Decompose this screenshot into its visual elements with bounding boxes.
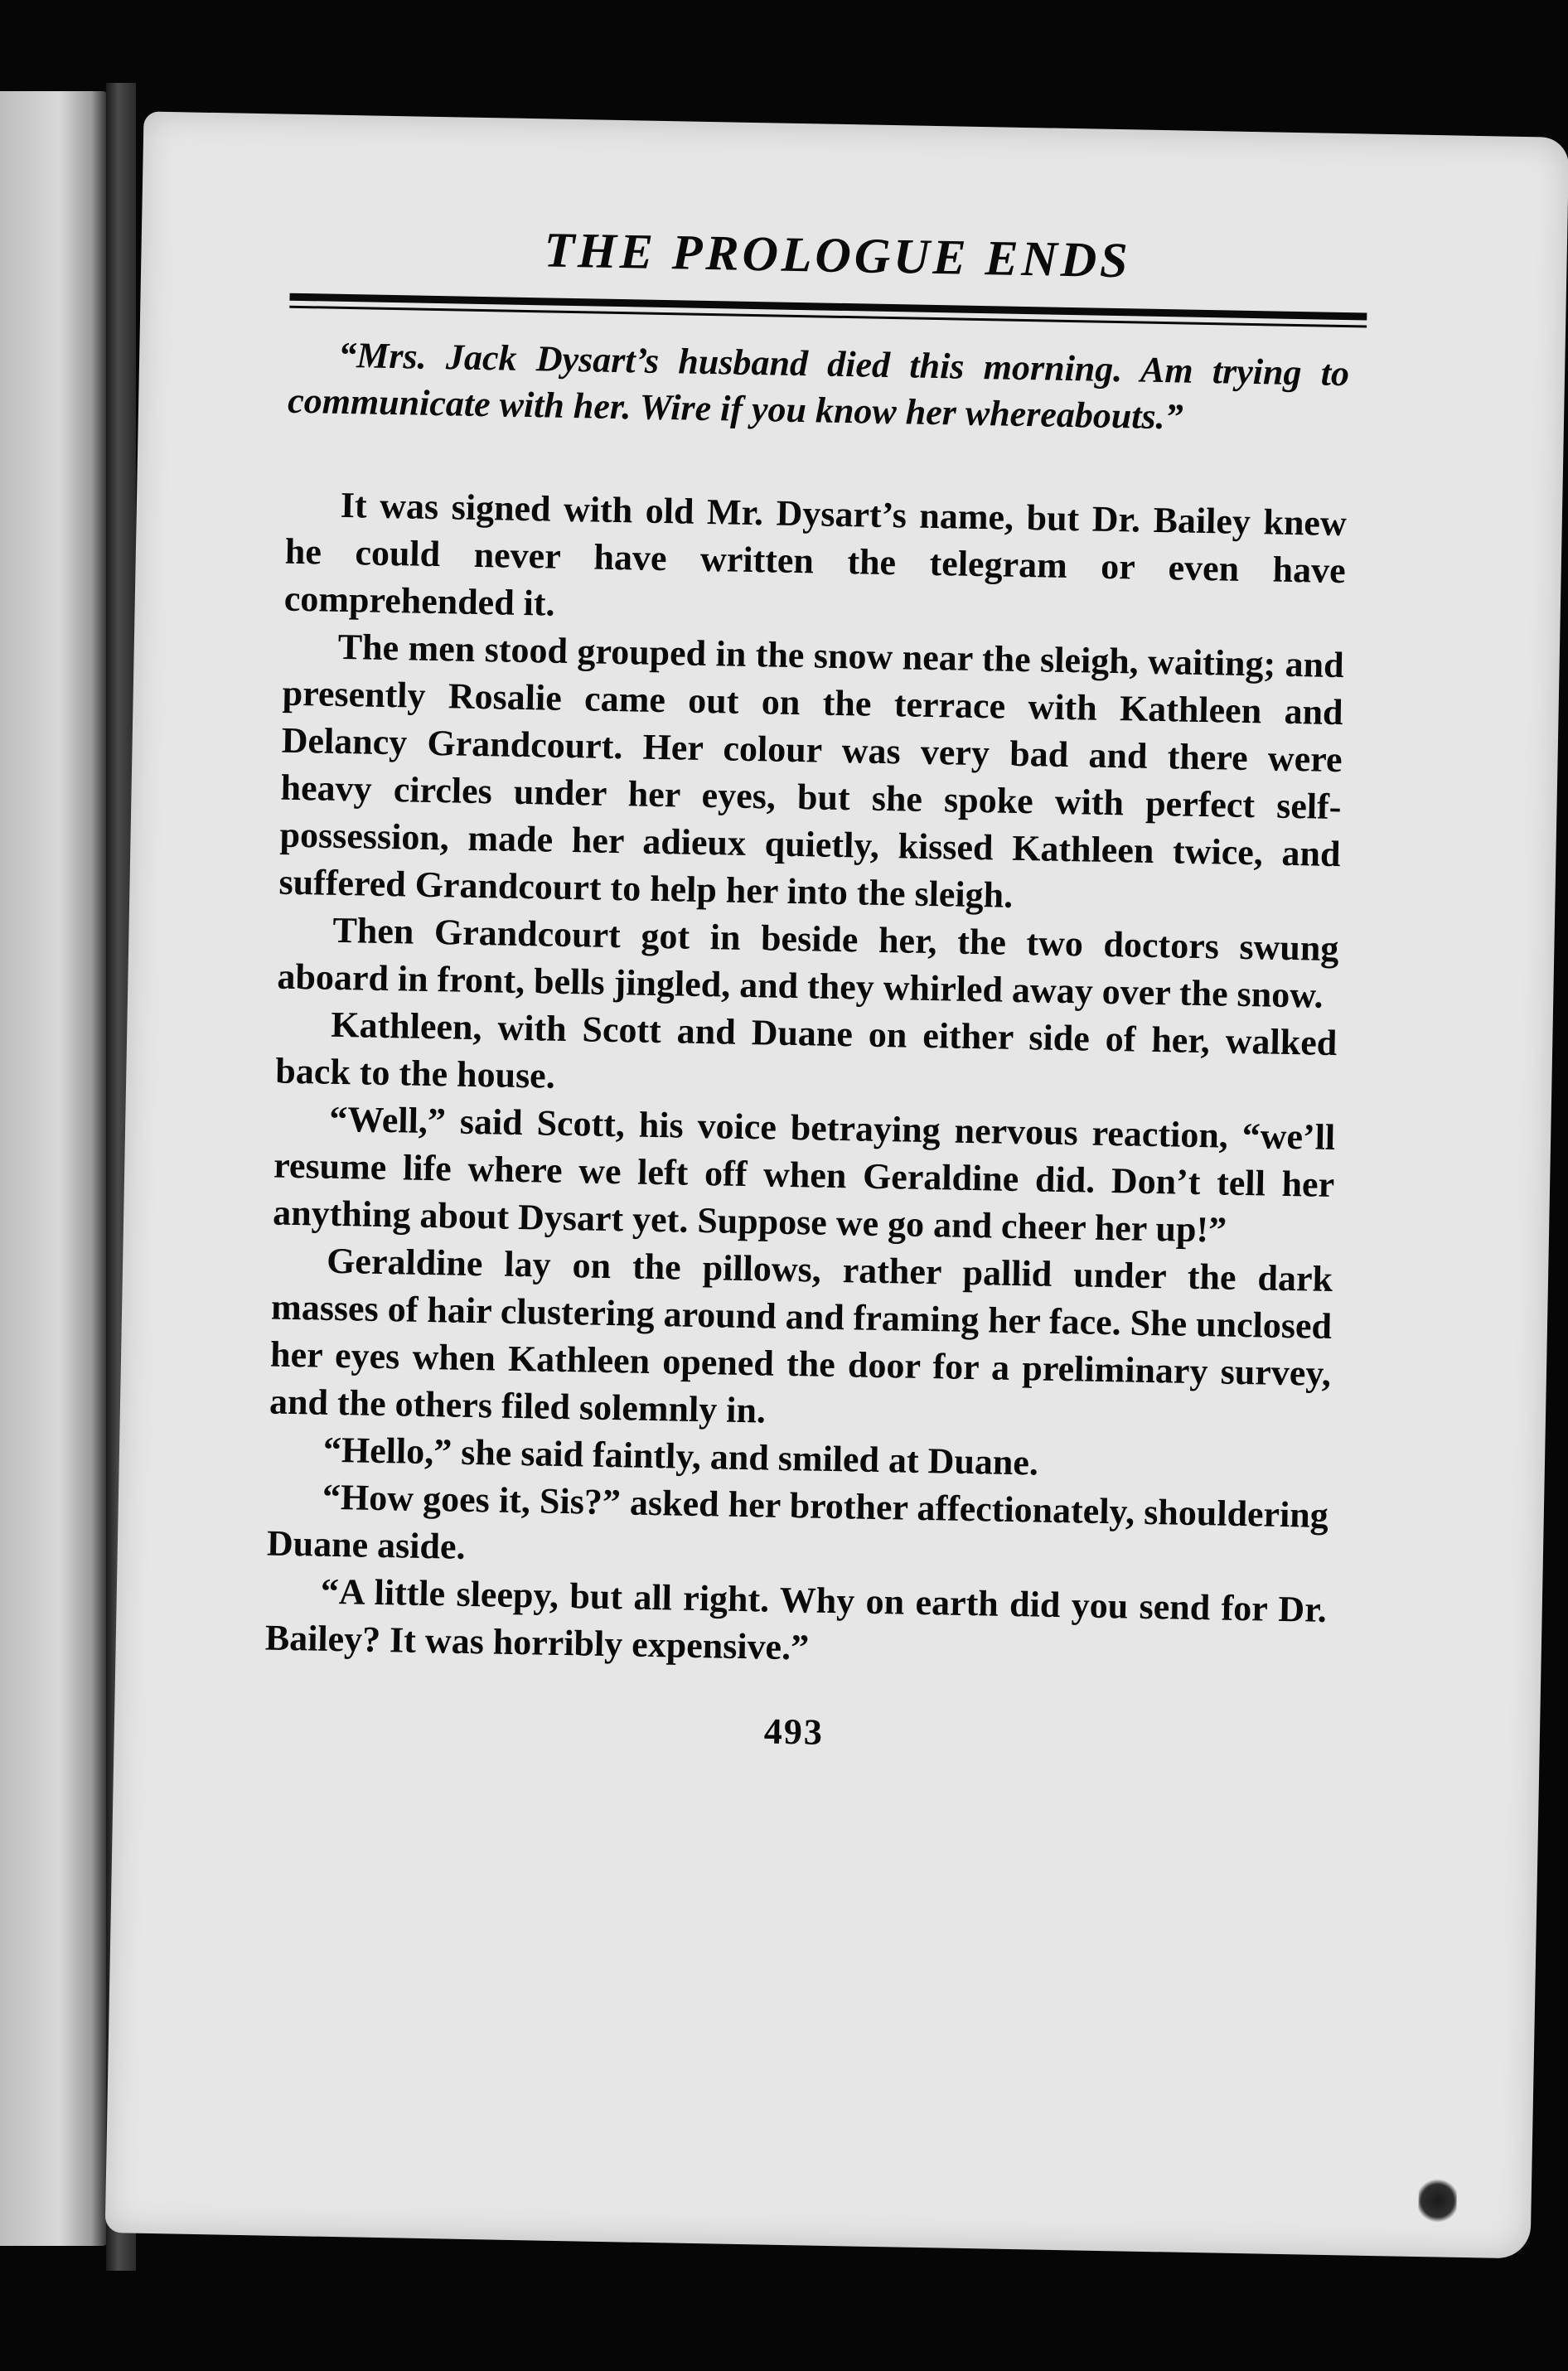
body-text xyxy=(264,481,1347,1681)
paragraph: “A little sleepy, but all right. Why on earth did you send for Dr. Bailey? It was horribly expensive.” xyxy=(264,1570,1328,1668)
page-number: 493 xyxy=(763,1711,825,1753)
paragraph: “How goes it, Sis?” asked her brother affectionately, shouldering Duane aside. xyxy=(266,1476,1329,1567)
telegram-text: “Mrs. Jack Dysart’s husband died this morning. Am trying to communicate with her. Wire if you know her whereabouts.” xyxy=(287,334,1350,438)
facing-page-edge xyxy=(0,91,108,2246)
paragraph: Then Grandcourt got in beside her, the two doctors swung aboard in front, bells jingled, and they whirled away over the snow. xyxy=(277,909,1339,1016)
running-head: THE PROLOGUE ENDS xyxy=(543,222,1132,288)
paragraph: Geraldine lay on the pillows, rather pallid under the dark masses of hair clustering around and framing her face. She unclosed her eyes when Kathleen opened the door for a preliminary survey, and the others filed solemnly in. xyxy=(269,1240,1333,1431)
paragraph: “Well,” said Scott, his voice betraying nervous reaction, “we’ll resume life where we left off when Geraldine did. Don’t tell her anything about Dysart yet. Suppose we go and cheer her up!” xyxy=(272,1098,1336,1251)
paragraph: “Hello,” she said faintly, and smiled at Duane. xyxy=(322,1429,1039,1483)
paragraph: The men stood grouped in the snow near the sleigh, waiting; and presently Rosalie came out on the terrace with Kathleen and Delancy Grandcourt. Her colour was very bad and there were heavy circles under her eyes, but she spoke with perfect self-possession, made her adieux quietly, kissed Kathleen twice, and suffered Grandcourt to help her into the sleigh. xyxy=(278,626,1345,916)
book-page xyxy=(105,111,1568,2258)
paragraph: Kathleen, with Scott and Duane on either side of her, walked back to the house. xyxy=(274,1004,1338,1096)
page-content xyxy=(264,220,1352,1763)
corner-smudge xyxy=(1418,2177,1457,2224)
paragraph: It was signed with old Mr. Dysart’s name, but Dr. Bailey knew he could never have written the telegram or even have comprehended it. xyxy=(283,484,1348,624)
